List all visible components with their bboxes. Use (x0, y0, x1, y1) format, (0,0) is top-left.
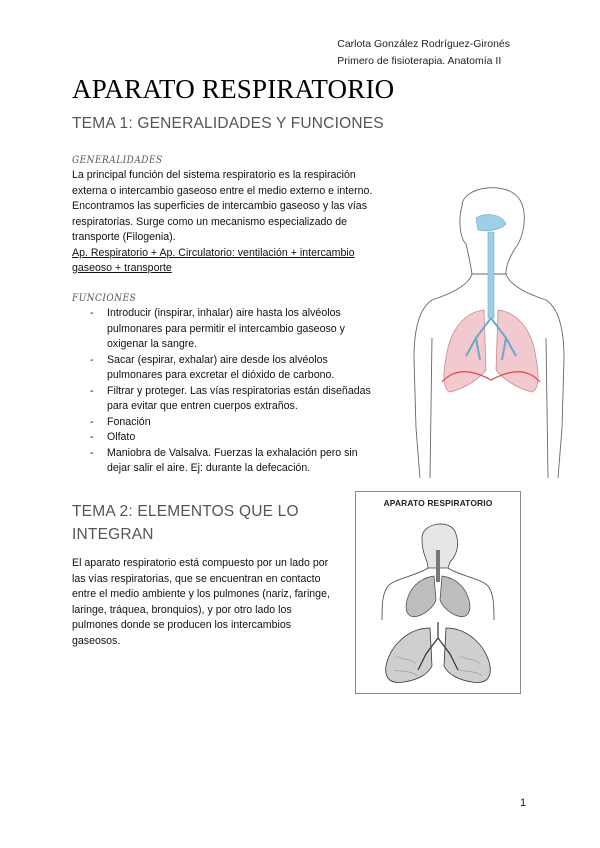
text-line: - Fonación (107, 415, 151, 428)
text-line: oxigenar la sangre. (107, 338, 198, 350)
text-line: Encontramos las superficies de intercambio gaseoso y las vías (72, 200, 368, 212)
author-name: Carlota González Rodríguez-Gironés (337, 38, 510, 50)
left-arm-outline (416, 428, 420, 478)
tema2-title (72, 500, 342, 546)
page-header (337, 36, 510, 70)
title-line: INTEGRAN (72, 526, 154, 543)
text-line: - Filtrar y proteger. Las vías respiratorias están diseñadas (107, 384, 371, 397)
right-torso-outline (546, 338, 548, 478)
respiratory-diagram-box (355, 491, 521, 694)
list-item (90, 430, 400, 446)
generalidades-heading: GENERALIDADES (72, 154, 163, 166)
nasal-cavity (476, 215, 506, 231)
text-line: pulmonares para permitir el intercambio gaseoso y (107, 322, 345, 335)
trachea (488, 232, 494, 318)
generalidades-text (72, 168, 402, 277)
list-item (90, 415, 400, 431)
funciones-heading: FUNCIONES (72, 292, 137, 304)
text-line: pulmonares para excretar el dióxido de carbono. (107, 369, 335, 381)
tema2-text (72, 556, 352, 649)
underlined-line: gaseoso + transporte (72, 262, 172, 274)
text-line: - Sacar (espirar, exhalar) aire desde los alvéolos (107, 353, 328, 366)
text-line: dejar salir el aire. Ej: durante la defecación. (107, 462, 311, 474)
upper-left-lung (406, 576, 436, 617)
text-line: - Introducir (inspirar, inhalar) aire hasta los alvéolos (107, 307, 341, 319)
page-title: APARATO RESPIRATORIO (72, 74, 395, 104)
respiratory-torso-illustration (410, 178, 568, 480)
text-line: para evitar que entren cuerpos extraños. (107, 400, 298, 412)
list-item (90, 306, 400, 353)
tema1-title: TEMA 1: GENERALIDADES Y FUNCIONES (72, 115, 384, 132)
text-line: externa o intercambio gaseoso entre el medio externo e interno. (72, 184, 373, 197)
text-line: pulmones donde se producen los intercambios (72, 619, 292, 631)
text-line: El aparato respiratorio está compuesto por un lado por (72, 557, 329, 569)
funciones-list (90, 306, 400, 477)
text-line: las vías respiratorias, que se encuentran en contacto (72, 572, 321, 585)
right-lung (496, 310, 538, 392)
page-number: 1 (520, 797, 527, 809)
text-line: respiratorias. Surge como un mecanismo especializado de (72, 215, 347, 228)
right-arm-outline (558, 428, 562, 478)
list-item (90, 353, 400, 384)
left-torso-outline (430, 338, 432, 478)
text-line: entre el medio ambiente y los pulmones (nariz, faringe, (72, 588, 330, 600)
respiratory-diagram (356, 510, 520, 692)
course-name: Primero de fisioterapia. Anatomía II (337, 55, 502, 67)
list-item (90, 384, 400, 415)
underlined-line: Ap. Respiratorio + Ap. Circulatorio: ventilación + intercambio (72, 246, 355, 259)
text-line: laringe, tráquea, bronquios), y por otro lado los (72, 603, 292, 616)
text-line: - Maniobra de Valsalva. Fuerzas la exhalación pero sin (107, 446, 358, 459)
text-line: gaseosos. (72, 634, 121, 647)
list-item (90, 446, 400, 477)
text-line: - Olfato (107, 431, 136, 443)
upper-right-lung (440, 576, 470, 617)
left-lung (444, 310, 486, 392)
text-line: transporte (Filogenia). (72, 231, 176, 243)
figure-title: APARATO RESPIRATORIO (383, 498, 493, 508)
title-line: TEMA 2: ELEMENTOS QUE LO (72, 503, 299, 520)
text-line: La principal función del sistema respiratorio es la respiración (72, 169, 356, 181)
upper-trachea (436, 550, 440, 582)
